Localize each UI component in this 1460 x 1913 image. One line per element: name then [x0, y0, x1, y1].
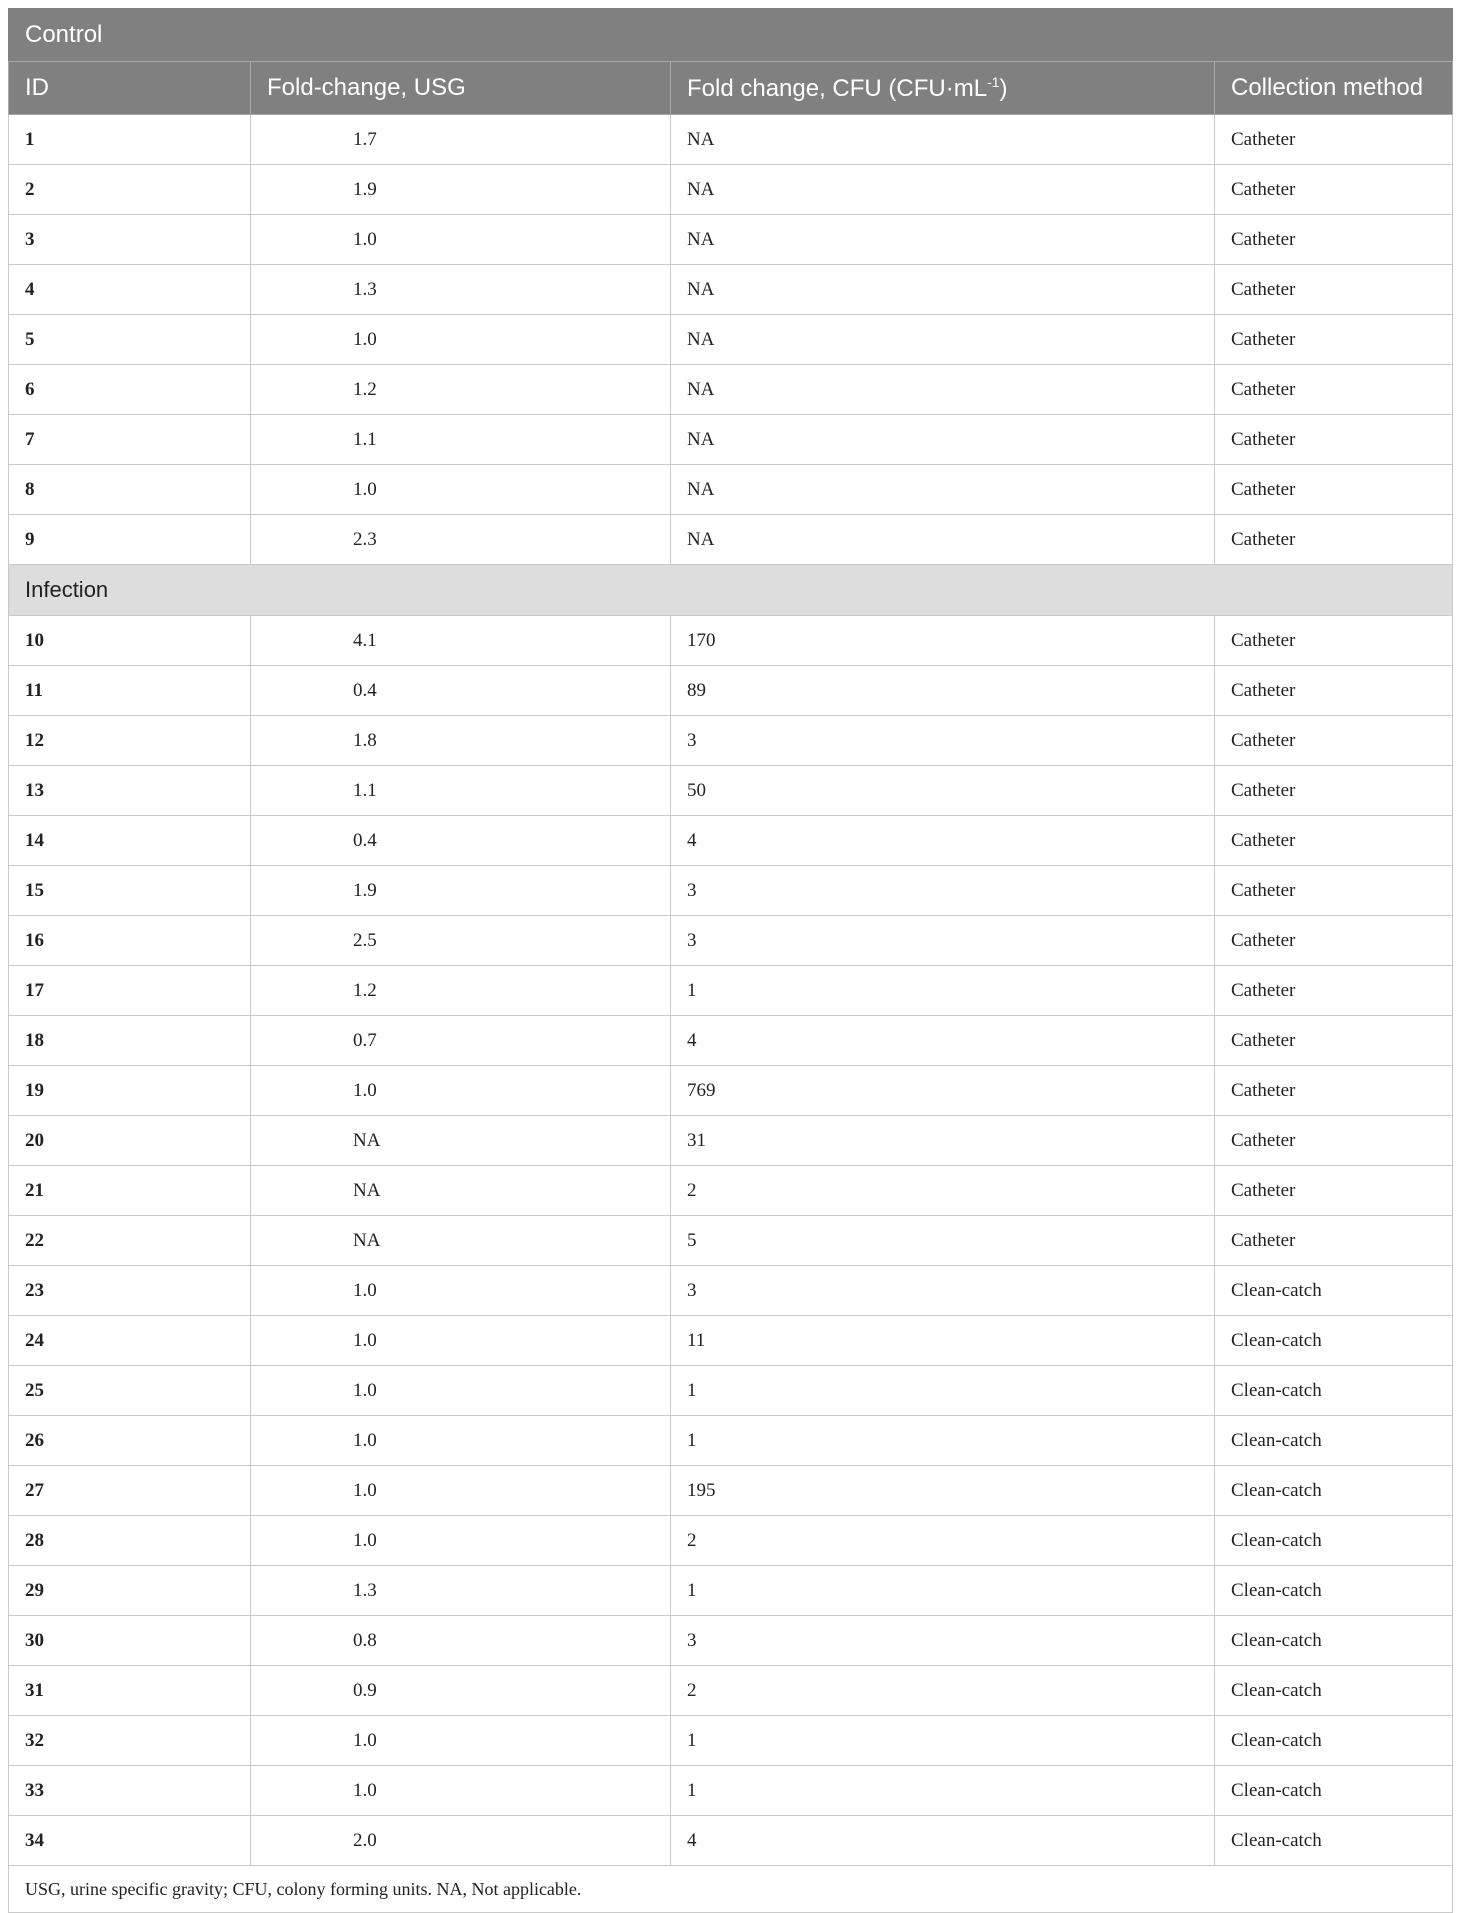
row-cfu-cell: 2	[671, 1516, 1215, 1566]
row-method-cell: Catheter	[1215, 966, 1453, 1016]
row-usg-cell	[251, 616, 671, 666]
table-row	[9, 716, 1453, 766]
row-usg-cell	[251, 1566, 671, 1616]
table-row	[9, 1366, 1453, 1416]
row-id-cell: 5	[9, 315, 251, 365]
table-row	[9, 666, 1453, 716]
row-usg-value: 4.1	[353, 629, 377, 651]
table-row	[9, 866, 1453, 916]
column-header-id: ID	[9, 62, 251, 115]
table-row	[9, 365, 1453, 415]
row-cfu-cell: 4	[671, 816, 1215, 866]
row-usg-cell	[251, 666, 671, 716]
row-usg-cell	[251, 1416, 671, 1466]
row-cfu-cell: NA	[671, 465, 1215, 515]
table-row	[9, 115, 1453, 165]
row-method-cell: Clean-catch	[1215, 1416, 1453, 1466]
column-header-cfu	[671, 62, 1215, 115]
row-usg-value: 1.7	[353, 128, 377, 150]
row-id-cell: 6	[9, 365, 251, 415]
table-row	[9, 1266, 1453, 1316]
row-method-cell: Catheter	[1215, 215, 1453, 265]
table-row	[9, 1016, 1453, 1066]
row-method-cell: Catheter	[1215, 1116, 1453, 1166]
row-cfu-cell: NA	[671, 515, 1215, 565]
table-row	[9, 1766, 1453, 1816]
row-usg-value: 2.3	[353, 528, 377, 550]
row-cfu-cell: NA	[671, 315, 1215, 365]
row-usg-value: NA	[353, 1179, 381, 1201]
row-usg-cell	[251, 1016, 671, 1066]
row-usg-cell	[251, 716, 671, 766]
row-cfu-cell: 1	[671, 966, 1215, 1016]
row-cfu-cell: 50	[671, 766, 1215, 816]
row-usg-cell	[251, 115, 671, 165]
row-method-cell: Catheter	[1215, 315, 1453, 365]
row-id-cell: 27	[9, 1466, 251, 1516]
row-usg-value: 0.4	[353, 829, 377, 851]
row-usg-value: 1.9	[353, 178, 377, 200]
row-usg-cell	[251, 1316, 671, 1366]
row-method-cell: Catheter	[1215, 816, 1453, 866]
row-cfu-cell: 3	[671, 1616, 1215, 1666]
row-id-cell: 34	[9, 1816, 251, 1866]
column-header-cfu-close: )	[999, 74, 1008, 102]
column-header-method: Collection method	[1215, 62, 1453, 115]
row-usg-cell	[251, 1266, 671, 1316]
row-id-cell: 25	[9, 1366, 251, 1416]
row-cfu-cell: 170	[671, 616, 1215, 666]
row-usg-cell	[251, 465, 671, 515]
row-cfu-cell: 5	[671, 1216, 1215, 1266]
row-usg-value: 1.1	[353, 428, 377, 450]
row-usg-value: 0.4	[353, 679, 377, 701]
row-id-cell: 11	[9, 666, 251, 716]
row-id-cell: 7	[9, 415, 251, 465]
row-usg-value: NA	[353, 1129, 381, 1151]
row-usg-value: NA	[353, 1229, 381, 1251]
row-usg-value: 0.9	[353, 1679, 377, 1701]
row-id-cell: 16	[9, 916, 251, 966]
row-usg-value: 1.0	[353, 1329, 377, 1351]
row-method-cell: Clean-catch	[1215, 1366, 1453, 1416]
row-cfu-cell: 769	[671, 1066, 1215, 1116]
row-cfu-cell: 4	[671, 1016, 1215, 1066]
table-row	[9, 616, 1453, 666]
table-row	[9, 1666, 1453, 1716]
row-id-cell: 20	[9, 1116, 251, 1166]
row-usg-value: 1.0	[353, 228, 377, 250]
row-method-cell: Catheter	[1215, 1166, 1453, 1216]
row-usg-value: 1.0	[353, 1279, 377, 1301]
row-usg-cell	[251, 1116, 671, 1166]
row-usg-cell	[251, 1766, 671, 1816]
row-usg-cell	[251, 165, 671, 215]
table-row	[9, 1816, 1453, 1866]
row-method-cell: Clean-catch	[1215, 1716, 1453, 1766]
row-usg-cell	[251, 1716, 671, 1766]
row-usg-cell	[251, 215, 671, 265]
table-row	[9, 1616, 1453, 1666]
row-cfu-cell: 89	[671, 666, 1215, 716]
row-usg-cell	[251, 515, 671, 565]
row-usg-cell	[251, 866, 671, 916]
row-method-cell: Catheter	[1215, 515, 1453, 565]
row-cfu-cell: 3	[671, 716, 1215, 766]
table-footnote: USG, urine specific gravity; CFU, colony forming units. NA, Not applicable.	[9, 1866, 1453, 1913]
row-method-cell: Clean-catch	[1215, 1516, 1453, 1566]
table-row	[9, 1166, 1453, 1216]
row-usg-value: 1.0	[353, 1779, 377, 1801]
row-usg-cell	[251, 1166, 671, 1216]
row-cfu-cell: NA	[671, 165, 1215, 215]
row-cfu-cell: 31	[671, 1116, 1215, 1166]
table-row	[9, 966, 1453, 1016]
row-usg-cell	[251, 1466, 671, 1516]
column-header-usg: Fold-change, USG	[251, 62, 671, 115]
row-id-cell: 23	[9, 1266, 251, 1316]
row-cfu-cell: NA	[671, 365, 1215, 415]
row-usg-cell	[251, 1666, 671, 1716]
row-cfu-cell: 195	[671, 1466, 1215, 1516]
row-method-cell: Catheter	[1215, 666, 1453, 716]
row-id-cell: 13	[9, 766, 251, 816]
row-method-cell: Catheter	[1215, 465, 1453, 515]
row-usg-cell	[251, 1616, 671, 1666]
control-group-label: Control	[9, 9, 1453, 62]
row-method-cell: Catheter	[1215, 616, 1453, 666]
row-method-cell: Clean-catch	[1215, 1466, 1453, 1516]
row-usg-value: 1.9	[353, 879, 377, 901]
table-row	[9, 1566, 1453, 1616]
row-usg-cell	[251, 1366, 671, 1416]
row-cfu-cell: 1	[671, 1766, 1215, 1816]
row-usg-value: 1.0	[353, 1529, 377, 1551]
row-usg-value: 1.3	[353, 278, 377, 300]
row-id-cell: 26	[9, 1416, 251, 1466]
row-id-cell: 17	[9, 966, 251, 1016]
row-method-cell: Catheter	[1215, 365, 1453, 415]
row-cfu-cell: 2	[671, 1166, 1215, 1216]
table-row	[9, 1216, 1453, 1266]
row-usg-cell	[251, 966, 671, 1016]
row-cfu-cell: 11	[671, 1316, 1215, 1366]
column-header-row	[9, 62, 1453, 115]
table-row	[9, 766, 1453, 816]
row-id-cell: 9	[9, 515, 251, 565]
row-method-cell: Clean-catch	[1215, 1816, 1453, 1866]
table-row	[9, 1416, 1453, 1466]
row-method-cell: Catheter	[1215, 716, 1453, 766]
row-id-cell: 29	[9, 1566, 251, 1616]
row-usg-value: 1.0	[353, 1429, 377, 1451]
row-id-cell: 21	[9, 1166, 251, 1216]
row-id-cell: 14	[9, 816, 251, 866]
row-id-cell: 18	[9, 1016, 251, 1066]
row-method-cell: Catheter	[1215, 115, 1453, 165]
table-row	[9, 165, 1453, 215]
row-usg-cell	[251, 1516, 671, 1566]
table-row	[9, 1316, 1453, 1366]
row-usg-cell	[251, 1816, 671, 1866]
row-usg-value: 1.3	[353, 1579, 377, 1601]
row-cfu-cell: 1	[671, 1716, 1215, 1766]
row-id-cell: 15	[9, 866, 251, 916]
row-method-cell: Clean-catch	[1215, 1566, 1453, 1616]
control-group-header	[9, 9, 1453, 62]
row-method-cell: Catheter	[1215, 1066, 1453, 1116]
row-method-cell: Clean-catch	[1215, 1616, 1453, 1666]
infection-group-header	[9, 565, 1453, 616]
table-row	[9, 1466, 1453, 1516]
row-id-cell: 22	[9, 1216, 251, 1266]
row-id-cell: 33	[9, 1766, 251, 1816]
row-method-cell: Clean-catch	[1215, 1766, 1453, 1816]
row-method-cell: Catheter	[1215, 265, 1453, 315]
row-usg-value: 1.8	[353, 729, 377, 751]
row-cfu-cell: NA	[671, 265, 1215, 315]
row-id-cell: 2	[9, 165, 251, 215]
row-id-cell: 3	[9, 215, 251, 265]
row-cfu-cell: NA	[671, 215, 1215, 265]
row-usg-value: 1.0	[353, 328, 377, 350]
column-header-cfu-text: Fold change, CFU (CFU·mL	[687, 74, 988, 102]
row-usg-value: 2.5	[353, 929, 377, 951]
row-id-cell: 8	[9, 465, 251, 515]
row-cfu-cell: 2	[671, 1666, 1215, 1716]
row-method-cell: Catheter	[1215, 415, 1453, 465]
table-row	[9, 215, 1453, 265]
footnote-row	[9, 1866, 1453, 1913]
row-usg-cell	[251, 265, 671, 315]
table-row	[9, 465, 1453, 515]
row-method-cell: Catheter	[1215, 916, 1453, 966]
row-id-cell: 1	[9, 115, 251, 165]
row-usg-value: 1.1	[353, 779, 377, 801]
table-row	[9, 1066, 1453, 1116]
row-usg-value: 1.0	[353, 1729, 377, 1751]
row-usg-value: 1.0	[353, 478, 377, 500]
row-usg-value: 2.0	[353, 1829, 377, 1851]
row-method-cell: Catheter	[1215, 866, 1453, 916]
row-method-cell: Catheter	[1215, 766, 1453, 816]
row-usg-value: 1.2	[353, 378, 377, 400]
row-usg-cell	[251, 415, 671, 465]
table-row	[9, 515, 1453, 565]
row-usg-value: 0.7	[353, 1029, 377, 1051]
row-usg-value: 0.8	[353, 1629, 377, 1651]
row-cfu-cell: 1	[671, 1366, 1215, 1416]
row-id-cell: 4	[9, 265, 251, 315]
row-usg-cell	[251, 916, 671, 966]
row-usg-cell	[251, 766, 671, 816]
table-row	[9, 1716, 1453, 1766]
table-row	[9, 265, 1453, 315]
row-method-cell: Clean-catch	[1215, 1316, 1453, 1366]
row-cfu-cell: 4	[671, 1816, 1215, 1866]
row-cfu-cell: 1	[671, 1416, 1215, 1466]
row-usg-cell	[251, 816, 671, 866]
row-method-cell: Catheter	[1215, 165, 1453, 215]
row-cfu-cell: NA	[671, 115, 1215, 165]
table-row	[9, 415, 1453, 465]
table-row	[9, 1516, 1453, 1566]
row-usg-value: 1.0	[353, 1479, 377, 1501]
row-method-cell: Catheter	[1215, 1016, 1453, 1066]
row-cfu-cell: 3	[671, 866, 1215, 916]
data-table-container	[8, 8, 1452, 1913]
row-id-cell: 30	[9, 1616, 251, 1666]
row-method-cell: Clean-catch	[1215, 1266, 1453, 1316]
row-usg-value: 1.0	[353, 1379, 377, 1401]
row-usg-cell	[251, 365, 671, 415]
row-id-cell: 24	[9, 1316, 251, 1366]
row-id-cell: 28	[9, 1516, 251, 1566]
table-row	[9, 1116, 1453, 1166]
row-id-cell: 19	[9, 1066, 251, 1116]
row-usg-value: 1.0	[353, 1079, 377, 1101]
row-cfu-cell: 1	[671, 1566, 1215, 1616]
data-table	[8, 8, 1453, 1913]
row-id-cell: 12	[9, 716, 251, 766]
row-usg-cell	[251, 1216, 671, 1266]
row-method-cell: Clean-catch	[1215, 1666, 1453, 1716]
column-header-cfu-superscript: -1	[987, 73, 1000, 90]
row-method-cell: Catheter	[1215, 1216, 1453, 1266]
row-cfu-cell: 3	[671, 1266, 1215, 1316]
row-usg-value: 1.2	[353, 979, 377, 1001]
row-cfu-cell: NA	[671, 415, 1215, 465]
table-row	[9, 315, 1453, 365]
row-id-cell: 31	[9, 1666, 251, 1716]
row-usg-cell	[251, 315, 671, 365]
infection-group-label: Infection	[9, 565, 1453, 616]
row-id-cell: 32	[9, 1716, 251, 1766]
table-row	[9, 916, 1453, 966]
row-usg-cell	[251, 1066, 671, 1116]
row-id-cell: 10	[9, 616, 251, 666]
row-cfu-cell: 3	[671, 916, 1215, 966]
table-row	[9, 816, 1453, 866]
